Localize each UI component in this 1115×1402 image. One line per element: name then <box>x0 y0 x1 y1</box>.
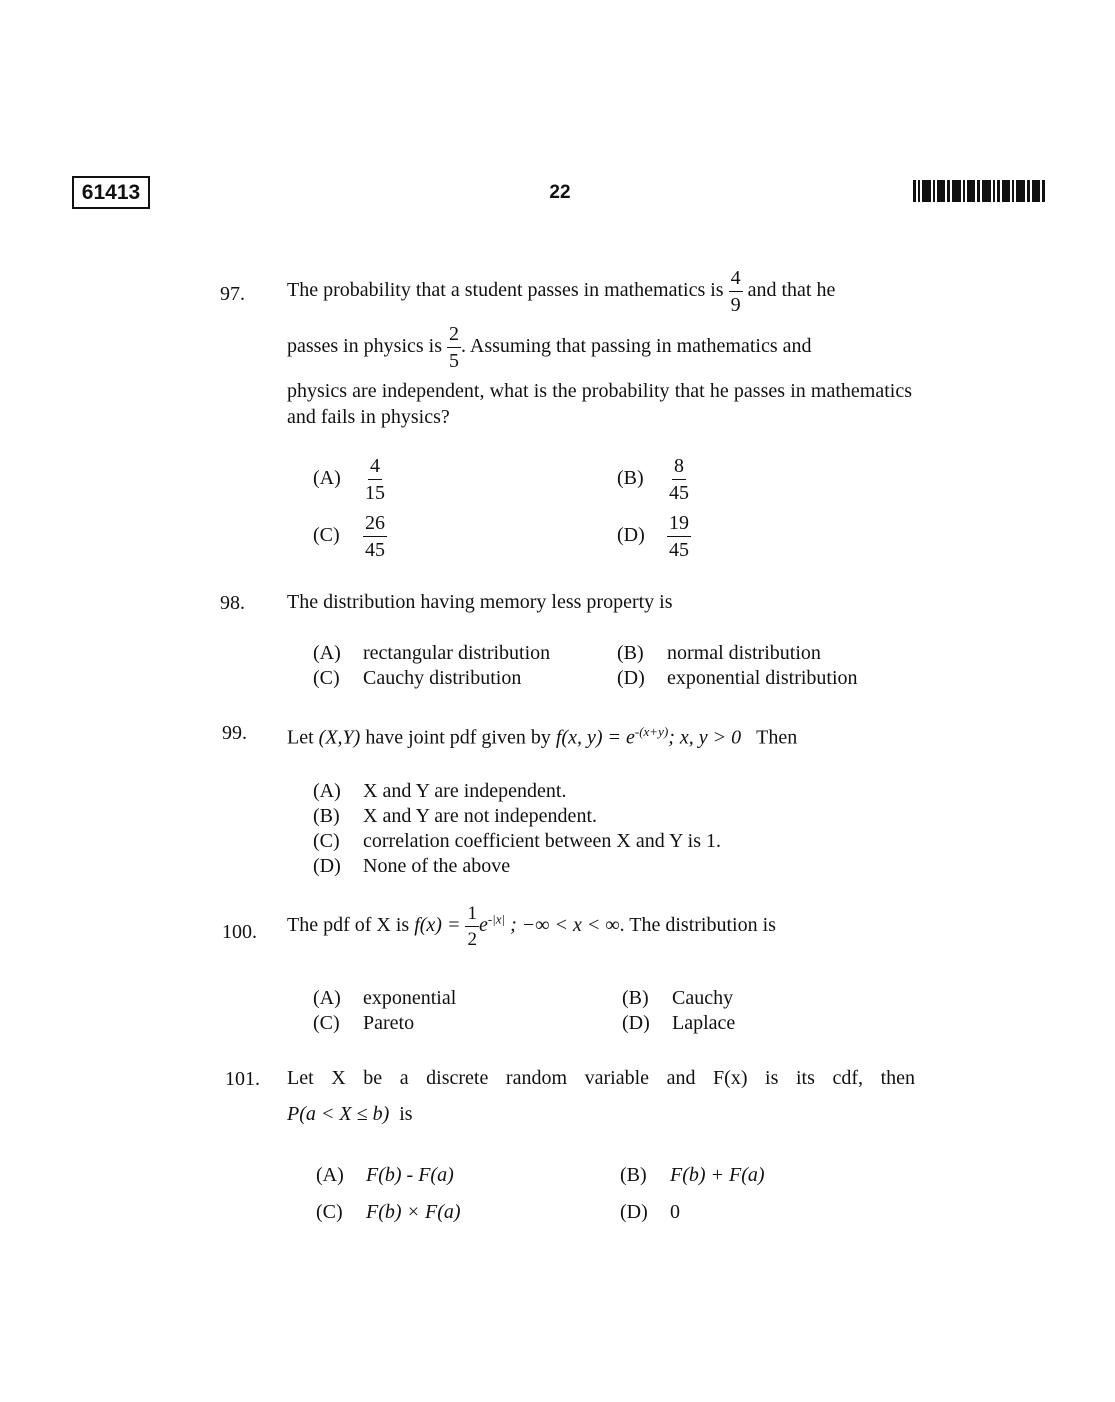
question-text: The distribution having memory less property is <box>287 591 673 613</box>
question-number: 99. <box>222 722 247 744</box>
question-number: 100. <box>222 921 257 943</box>
option-b[interactable]: (B) $\frac{8}{45}$ <box>617 455 689 504</box>
barcode-icon <box>913 180 1045 202</box>
question-text: Let X be a discrete random variable and F(x) is its cdf, then <box>287 1067 915 1089</box>
fraction: $\frac{8}{45}$ <box>669 455 689 504</box>
question-text: The probability that a student passes in mathematics is $\frac{4}{9}$ and that he <box>287 267 836 316</box>
fraction: $\frac{1}{2}$ <box>467 903 477 950</box>
question-number: 98. <box>220 592 245 614</box>
option-a[interactable]: (A) F(b) - F(a) <box>316 1164 454 1186</box>
paper-code-box: 61413 <box>72 176 150 209</box>
option-c[interactable]: (C) correlation coefficient between X and Y is 1. <box>313 830 722 852</box>
option-c[interactable]: (C) F(b) × F(a) <box>316 1201 461 1223</box>
option-a[interactable]: (A) rectangular distribution <box>313 642 551 664</box>
question-text: passes in physics is $\frac{2}{5}$ . Assuming that passing in mathematics and <box>287 323 812 372</box>
option-b[interactable]: (B) X and Y are not independent. <box>313 805 597 827</box>
page-number: 22 <box>549 182 571 203</box>
fraction: $\frac{19}{45}$ <box>669 512 689 561</box>
fraction: $\frac{4}{9}$ <box>730 267 741 316</box>
fraction: $\frac{26}{45}$ <box>365 512 385 561</box>
question-number: 97. <box>220 283 245 305</box>
option-d[interactable]: (D) exponential distribution <box>617 667 858 689</box>
option-d[interactable]: (D) None of the above <box>313 855 511 877</box>
question-text: physics are independent, what is the probability that he passes in mathematics and fails in physics? <box>287 380 912 428</box>
question-text: Let (X,Y) have joint pdf given by f(x, $y) = e^{-(x+y)}$; x, y > 0 Then <box>287 724 798 749</box>
fraction: $\frac{2}{5}$ <box>449 323 459 372</box>
option-a[interactable]: (A) $\frac{4}{15}$ <box>313 455 385 504</box>
option-b[interactable]: (B) F(b) + F(a) <box>620 1164 765 1186</box>
option-b[interactable]: (B) normal distribution <box>617 642 821 664</box>
fraction: $\frac{4}{15}$ <box>365 455 385 504</box>
option-d[interactable]: (D) $\frac{19}{45}$ <box>617 512 689 561</box>
option-c[interactable]: (C) Pareto <box>313 1012 415 1034</box>
option-a[interactable]: (A) exponential <box>313 987 457 1009</box>
question-number: 101. <box>225 1068 260 1090</box>
option-a[interactable]: (A) X and Y are independent. <box>313 780 567 802</box>
question-text: The pdf of X is f(x) = $\frac{1}{2}$ $e^{-|x|}$ ; −∞ < x < ∞. The distribution is <box>287 903 776 950</box>
option-c[interactable]: (C) Cauchy distribution <box>313 667 522 689</box>
option-b[interactable]: (B) Cauchy <box>622 987 734 1009</box>
question-text: P(a < X ≤ b) is <box>287 1103 413 1125</box>
option-c[interactable]: (C) $\frac{26}{45}$ <box>313 512 385 561</box>
option-d[interactable]: (D) 0 <box>620 1201 680 1223</box>
option-d[interactable]: (D) Laplace <box>622 1012 736 1034</box>
